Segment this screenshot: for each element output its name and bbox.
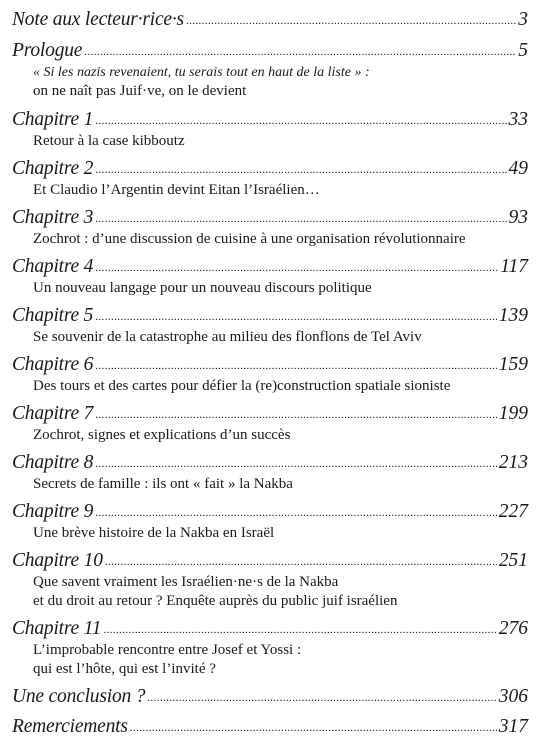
toc-entry-title: Chapitre 10 — [12, 550, 103, 571]
toc-page-number: 227 — [498, 501, 528, 522]
toc-entry-title: Une conclusion ? — [12, 686, 146, 707]
toc-page-number: 3 — [518, 9, 528, 30]
toc-entry-chapitre-1[interactable] — [12, 107, 528, 156]
toc-entry-title: Note aux lecteur·rice·s — [12, 9, 184, 30]
toc-entry-chapitre-11[interactable] — [12, 616, 528, 684]
table-of-contents — [12, 7, 528, 742]
toc-entry-chapitre-3[interactable] — [12, 205, 528, 254]
toc-entry-conclusion[interactable] — [12, 684, 528, 714]
toc-entry-title: Chapitre 6 — [12, 354, 94, 375]
dot-leader — [84, 40, 516, 65]
toc-page-number: 117 — [500, 256, 528, 277]
toc-entry-title: Chapitre 7 — [12, 403, 94, 424]
dot-leader — [147, 686, 496, 711]
toc-entry-chapitre-5[interactable] — [12, 303, 528, 352]
toc-entry-chapitre-8[interactable] — [12, 450, 528, 499]
chapter-subtitle: et du droit au retour ? Enquête auprès du public juif israélien — [33, 593, 398, 609]
chapter-subtitle: L’improbable rencontre entre Josef et Yossi : — [33, 642, 302, 658]
dot-leader — [95, 403, 497, 428]
toc-entry-chapitre-7[interactable] — [12, 401, 528, 450]
toc-page-number: 317 — [498, 716, 528, 737]
prologue-subtitle: on ne naît pas Juif·ve, on le devient — [33, 83, 247, 99]
toc-entry-title: Chapitre 2 — [12, 158, 94, 179]
chapter-subtitle: Un nouveau langage pour un nouveau discours politique — [33, 280, 372, 296]
dot-leader — [95, 452, 497, 477]
toc-page-number: 5 — [518, 40, 528, 61]
chapter-subtitle: Retour à la case kibboutz — [33, 133, 185, 149]
toc-entry-chapitre-10[interactable] — [12, 548, 528, 616]
toc-page-number: 159 — [498, 354, 528, 375]
dot-leader — [103, 618, 496, 643]
dot-leader — [105, 550, 497, 575]
toc-page-number: 276 — [498, 618, 528, 639]
toc-entry-title: Chapitre 11 — [12, 618, 102, 639]
dot-leader — [186, 9, 516, 34]
chapter-subtitle: Une brève histoire de la Nakba en Israël — [33, 525, 275, 541]
chapter-subtitle: Des tours et des cartes pour défier la (re)construction spatiale sioniste — [33, 378, 451, 394]
toc-entry-title: Chapitre 1 — [12, 109, 94, 130]
toc-entry-title: Prologue — [12, 40, 83, 61]
toc-page-number: 49 — [508, 158, 528, 179]
toc-entry-title: Chapitre 8 — [12, 452, 94, 473]
toc-entry-title: Chapitre 3 — [12, 207, 94, 228]
dot-leader — [95, 158, 506, 183]
prologue-quote: « Si les nazis revenaient, tu serais tout en haut de la liste » : — [33, 65, 370, 80]
toc-entry-title: Chapitre 4 — [12, 256, 94, 277]
toc-entry-remerciements[interactable] — [12, 714, 528, 742]
toc-entry-note[interactable] — [12, 7, 528, 38]
chapter-subtitle: Zochrot : d’une discussion de cuisine à une organisation révolutionnaire — [33, 231, 466, 247]
chapter-subtitle: Secrets de famille : ils ont « fait » la Nakba — [33, 476, 293, 492]
toc-entry-title: Remerciements — [12, 716, 128, 737]
dot-leader — [95, 305, 497, 330]
toc-entry-chapitre-9[interactable] — [12, 499, 528, 548]
chapter-subtitle: Se souvenir de la catastrophe au milieu des flonflons de Tel Aviv — [33, 329, 422, 345]
toc-page-number: 213 — [498, 452, 528, 473]
dot-leader — [95, 354, 497, 379]
toc-entry-title: Chapitre 9 — [12, 501, 94, 522]
toc-entry-title: Chapitre 5 — [12, 305, 94, 326]
toc-page-number: 251 — [498, 550, 528, 571]
toc-page-number: 93 — [508, 207, 528, 228]
dot-leader — [95, 501, 497, 526]
toc-page-number: 139 — [498, 305, 528, 326]
dot-leader — [95, 109, 506, 134]
toc-entry-chapitre-2[interactable] — [12, 156, 528, 205]
toc-entry-chapitre-6[interactable] — [12, 352, 528, 401]
dot-leader — [95, 207, 506, 232]
toc-entry-chapitre-4[interactable] — [12, 254, 528, 303]
chapter-subtitle: Et Claudio l’Argentin devint Eitan l’Israélien… — [33, 182, 320, 198]
toc-page-number: 33 — [508, 109, 528, 130]
chapter-subtitle: Zochrot, signes et explications d’un succès — [33, 427, 291, 443]
dot-leader — [95, 256, 498, 281]
toc-page-number: 199 — [498, 403, 528, 424]
chapter-subtitle: Que savent vraiment les Israélien·ne·s de la Nakba — [33, 574, 339, 590]
chapter-subtitle: qui est l’hôte, qui est l’invité ? — [33, 661, 216, 677]
toc-entry-prologue[interactable] — [12, 38, 528, 107]
dot-leader — [130, 716, 497, 741]
toc-page-number: 306 — [498, 686, 528, 707]
